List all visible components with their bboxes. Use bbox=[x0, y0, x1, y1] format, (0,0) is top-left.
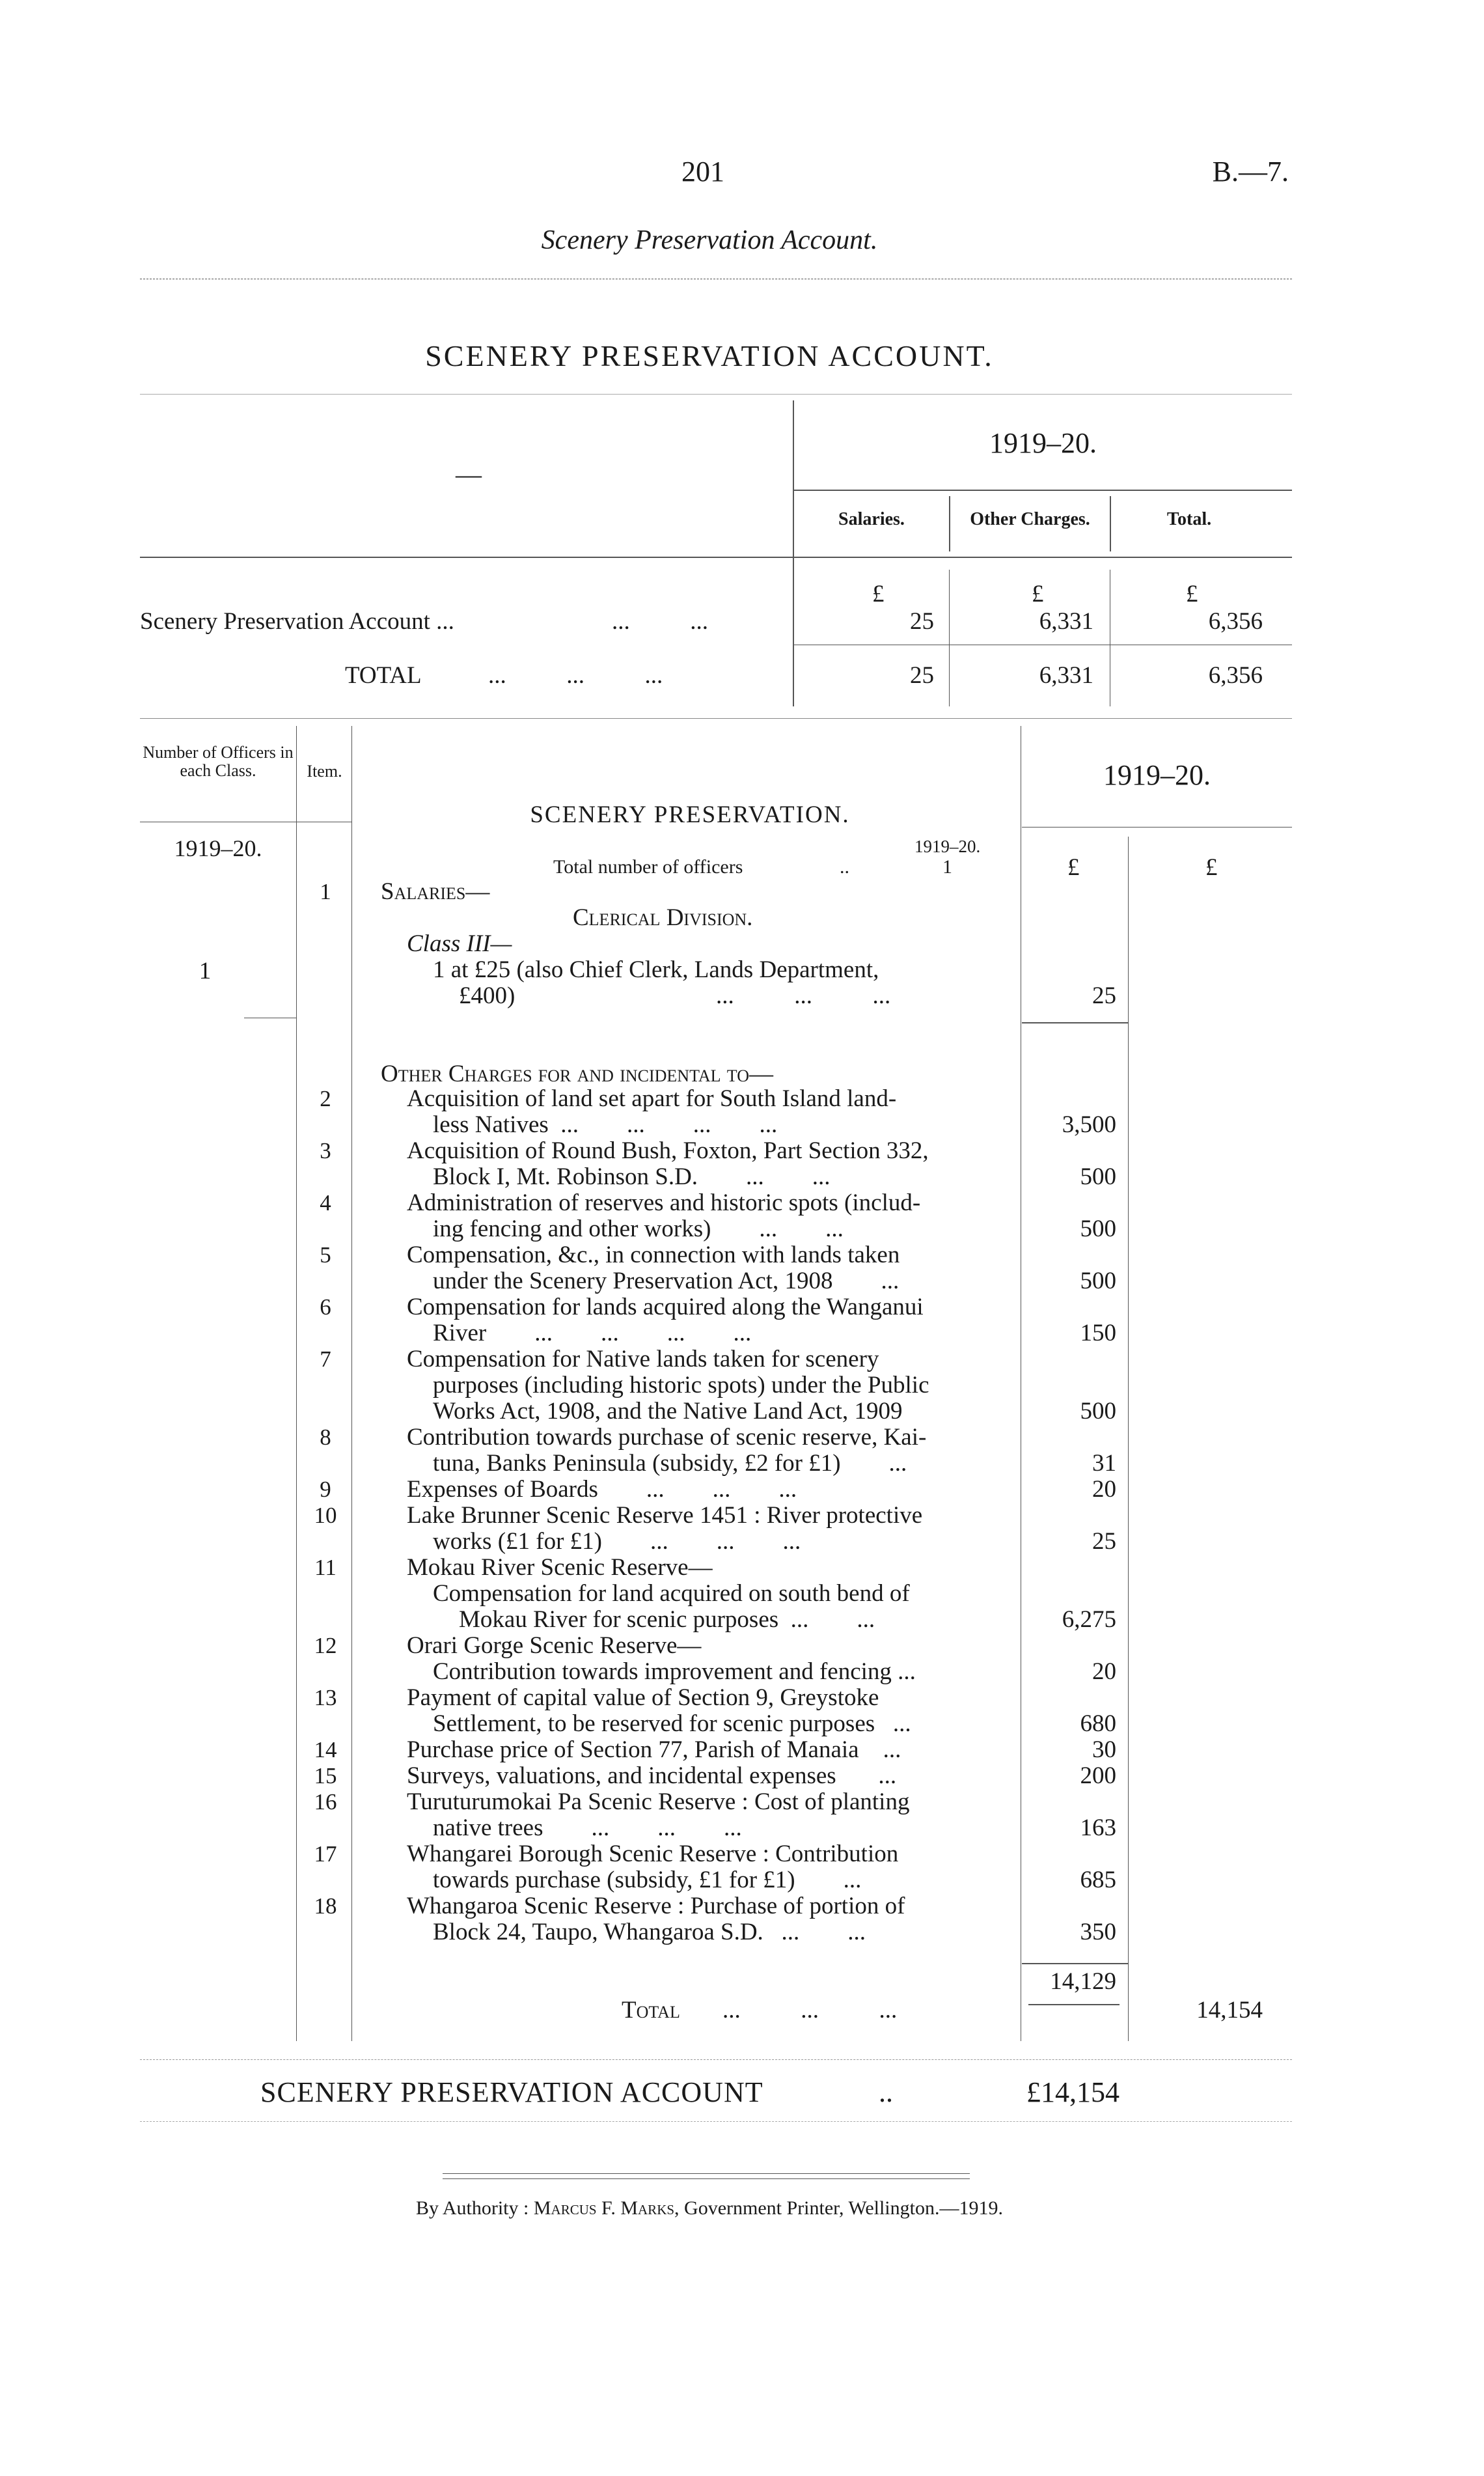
item-description-line: Purchase price of Section 77, Parish of Manaia ... bbox=[407, 1736, 901, 1763]
item-amount: 30 bbox=[1092, 1736, 1116, 1763]
item-number: 10 bbox=[314, 1503, 337, 1528]
imprint-printer-name: Marcus F. Marks, bbox=[533, 2197, 680, 2219]
item-description-line: towards purchase (subsidy, £1 for £1) ... bbox=[433, 1867, 862, 1893]
imprint-prefix: By Authority : bbox=[416, 2197, 529, 2219]
item-description-line: Mokau River for scenic purposes ... ... bbox=[459, 1606, 875, 1633]
item-number: 5 bbox=[320, 1242, 331, 1268]
pound-sign: £ bbox=[1067, 854, 1080, 881]
item-description-line: Mokau River Scenic Reserve— bbox=[407, 1554, 713, 1581]
item-number: 1 bbox=[320, 879, 331, 904]
item-description-line: Whangarei Borough Scenic Reserve : Contribution bbox=[407, 1841, 899, 1867]
item-amount: 680 bbox=[1080, 1710, 1116, 1737]
summary-row-other: 6,331 bbox=[1039, 608, 1093, 635]
leader-dots: ... ... ... bbox=[716, 982, 891, 1009]
item-amount: 31 bbox=[1092, 1450, 1116, 1477]
item-amount: 6,275 bbox=[1062, 1606, 1116, 1633]
item-description-line: Surveys, valuations, and incidental expenses ... bbox=[407, 1762, 897, 1789]
summary-row-total: 6,356 bbox=[1208, 608, 1263, 635]
item-number: 6 bbox=[320, 1294, 331, 1320]
detail-head-item: Item. bbox=[307, 762, 342, 781]
officers-count: 1 bbox=[942, 856, 952, 878]
summary-top-rule bbox=[140, 394, 1292, 395]
detail-head-year: 1919–20. bbox=[1103, 759, 1211, 791]
item-amount: 3,500 bbox=[1062, 1111, 1116, 1138]
item-description-line: less Natives ... ... ... ... bbox=[433, 1111, 778, 1138]
leader-dots: .. bbox=[840, 856, 849, 878]
class-amount: 25 bbox=[1092, 982, 1116, 1009]
item-description-line: under the Scenery Preservation Act, 1908 ... bbox=[433, 1268, 900, 1294]
grand-total-amount: £14,154 bbox=[1026, 2076, 1120, 2108]
pound-sign: £ bbox=[1032, 581, 1044, 607]
item-number: 2 bbox=[320, 1086, 331, 1111]
item-description-line: Acquisition of land set apart for South Island land- bbox=[407, 1085, 897, 1112]
item-description-line: Whangaroa Scenic Reserve : Purchase of portion of bbox=[407, 1893, 905, 1919]
class-officers: 1 bbox=[199, 958, 212, 984]
summary-bottom-rule bbox=[140, 718, 1292, 719]
grand-total-label: SCENERY PRESERVATION ACCOUNT bbox=[260, 2076, 763, 2108]
item-description-line: Compensation for lands acquired along the Wanganui bbox=[407, 1294, 924, 1320]
pound-sign: £ bbox=[1205, 854, 1218, 881]
item-description-line: Expenses of Boards ... ... ... bbox=[407, 1476, 797, 1503]
other-charges-label: Other Charges for and incidental to— bbox=[381, 1061, 773, 1087]
item-description-line: works (£1 for £1) ... ... ... bbox=[433, 1528, 801, 1555]
detail-total-amount: 14,154 bbox=[1196, 1997, 1263, 2024]
items-subtotal: 14,129 bbox=[1050, 1968, 1116, 1995]
detail-bottom-rule bbox=[140, 2059, 1292, 2060]
detail-col-divider-item bbox=[351, 726, 352, 2041]
item-amount: 200 bbox=[1080, 1762, 1116, 1789]
item-number: 16 bbox=[314, 1789, 337, 1815]
item-number: 7 bbox=[320, 1346, 331, 1372]
summary-total-total: 6,356 bbox=[1208, 662, 1263, 689]
footer-rule bbox=[140, 2121, 1292, 2122]
detail-section-title: SCENERY PRESERVATION. bbox=[530, 801, 850, 828]
item-amount: 25 bbox=[1092, 1528, 1116, 1555]
page-number: 201 bbox=[681, 156, 724, 188]
item-description-line: Turuturumokai Pa Scenic Reserve : Cost of planting bbox=[407, 1788, 910, 1815]
class-line-2: £400) bbox=[459, 982, 515, 1009]
document-reference: B.—7. bbox=[1212, 156, 1289, 188]
summary-year-rule bbox=[793, 490, 1292, 491]
subtotal-underline bbox=[1028, 2004, 1120, 2005]
pound-sign: £ bbox=[1186, 581, 1198, 607]
item-description-line: native trees ... ... ... bbox=[433, 1815, 742, 1841]
item-amount: 150 bbox=[1080, 1320, 1116, 1346]
summary-year: 1919–20. bbox=[989, 427, 1097, 459]
class-label: Class III— bbox=[407, 930, 512, 957]
leader-dots: ... ... bbox=[612, 608, 708, 635]
pound-sign: £ bbox=[872, 581, 885, 607]
item-number: 9 bbox=[320, 1477, 331, 1502]
summary-col-other: Other Charges. bbox=[970, 509, 1090, 529]
running-title: Scenery Preservation Account. bbox=[541, 225, 878, 255]
item-description-line: Lake Brunner Scenic Reserve 1451 : River protective bbox=[407, 1502, 923, 1529]
detail-total-label: Total bbox=[622, 1997, 680, 2024]
item-amount: 500 bbox=[1080, 1398, 1116, 1425]
item-description-line: Block I, Mt. Robinson S.D. ... ... bbox=[433, 1163, 831, 1190]
item-amount: 163 bbox=[1080, 1815, 1116, 1841]
summary-col-divider-3 bbox=[949, 570, 950, 706]
summary-col-salaries: Salaries. bbox=[838, 509, 905, 529]
summary-head-rule bbox=[140, 557, 1292, 558]
item-number: 12 bbox=[314, 1633, 337, 1658]
clerical-division: Clerical Division. bbox=[573, 904, 753, 931]
item-description-line: Compensation for land acquired on south bend of bbox=[433, 1580, 910, 1607]
salaries-subtotal-rule bbox=[1022, 1022, 1128, 1023]
imprint-rule-2 bbox=[443, 2178, 970, 2179]
imprint-rest: Government Printer, Wellington.—1919. bbox=[684, 2197, 1003, 2219]
item-description-line: Contribution towards improvement and fencing ... bbox=[433, 1658, 916, 1685]
detail-year-rule bbox=[1022, 827, 1292, 828]
item-description-line: Block 24, Taupo, Whangaroa S.D. ... ... bbox=[433, 1919, 866, 1945]
item-number: 13 bbox=[314, 1685, 337, 1710]
item-amount: 500 bbox=[1080, 1216, 1116, 1242]
item-number: 18 bbox=[314, 1893, 337, 1919]
item-number: 3 bbox=[320, 1138, 331, 1163]
class-line-1: 1 at £25 (also Chief Clerk, Lands Department, bbox=[433, 956, 879, 983]
summary-row-label: Scenery Preservation Account ... bbox=[140, 608, 454, 635]
summary-total-other: 6,331 bbox=[1039, 662, 1093, 689]
item-description-line: Orari Gorge Scenic Reserve— bbox=[407, 1632, 702, 1659]
leader-dots: .. bbox=[879, 2076, 893, 2108]
summary-total-label: TOTAL bbox=[345, 662, 422, 689]
item-number: 8 bbox=[320, 1425, 331, 1450]
item-amount: 350 bbox=[1080, 1919, 1116, 1945]
salaries-label: Salaries— bbox=[381, 878, 490, 905]
item-amount: 20 bbox=[1092, 1658, 1116, 1685]
item-description-line: Works Act, 1908, and the Native Land Act, 1909 bbox=[433, 1398, 903, 1425]
item-amount: 500 bbox=[1080, 1268, 1116, 1294]
item-amount: 500 bbox=[1080, 1163, 1116, 1190]
officers-year: 1919–20. bbox=[914, 837, 981, 856]
summary-total-salaries: 25 bbox=[910, 662, 934, 689]
detail-col-divider-officers bbox=[296, 726, 297, 2041]
item-description-line: Payment of capital value of Section 9, Greystoke bbox=[407, 1684, 879, 1711]
item-description-line: Compensation, &c., in connection with lands taken bbox=[407, 1242, 900, 1268]
item-number: 14 bbox=[314, 1737, 337, 1762]
item-description-line: Compensation for Native lands taken for scenery bbox=[407, 1346, 879, 1372]
item-description-line: Administration of reserves and historic spots (includ- bbox=[407, 1189, 921, 1216]
summary-title: SCENERY PRESERVATION ACCOUNT. bbox=[425, 339, 994, 372]
detail-head-officers: Number of Officers in each Class. bbox=[143, 743, 294, 780]
imprint bbox=[260, 2197, 1159, 2219]
item-amount: 20 bbox=[1092, 1476, 1116, 1503]
item-amount: 685 bbox=[1080, 1867, 1116, 1893]
item-description-line: ing fencing and other works) ... ... bbox=[433, 1216, 844, 1242]
item-description-line: Settlement, to be reserved for scenic purposes ... bbox=[433, 1710, 911, 1737]
leader-dots: ... ... ... bbox=[488, 662, 663, 689]
officers-label: Total number of officers bbox=[553, 856, 743, 878]
leader-dots: ... ... ... bbox=[722, 1997, 898, 2024]
item-number: 15 bbox=[314, 1763, 337, 1788]
items-subtotal-rule bbox=[1022, 1963, 1128, 1964]
summary-col-total: Total. bbox=[1166, 509, 1212, 529]
item-description-line: tuna, Banks Peninsula (subsidy, £2 for £1) ... bbox=[433, 1450, 907, 1477]
summary-row-salaries: 25 bbox=[910, 608, 934, 635]
detail-year-col: 1919–20. bbox=[174, 835, 262, 861]
item-description-line: Acquisition of Round Bush, Foxton, Part Section 332, bbox=[407, 1137, 929, 1164]
summary-dash: — bbox=[456, 460, 482, 489]
item-description-line: River ... ... ... ... bbox=[433, 1320, 752, 1346]
item-description-line: Contribution towards purchase of scenic reserve, Kai- bbox=[407, 1424, 927, 1451]
item-number: 4 bbox=[320, 1190, 331, 1216]
detail-col-divider-total bbox=[1128, 837, 1129, 2041]
item-number: 17 bbox=[314, 1841, 337, 1867]
imprint-rule-1 bbox=[443, 2173, 970, 2174]
item-number: 11 bbox=[314, 1555, 337, 1580]
item-description-line: purposes (including historic spots) under the Public bbox=[433, 1372, 929, 1398]
